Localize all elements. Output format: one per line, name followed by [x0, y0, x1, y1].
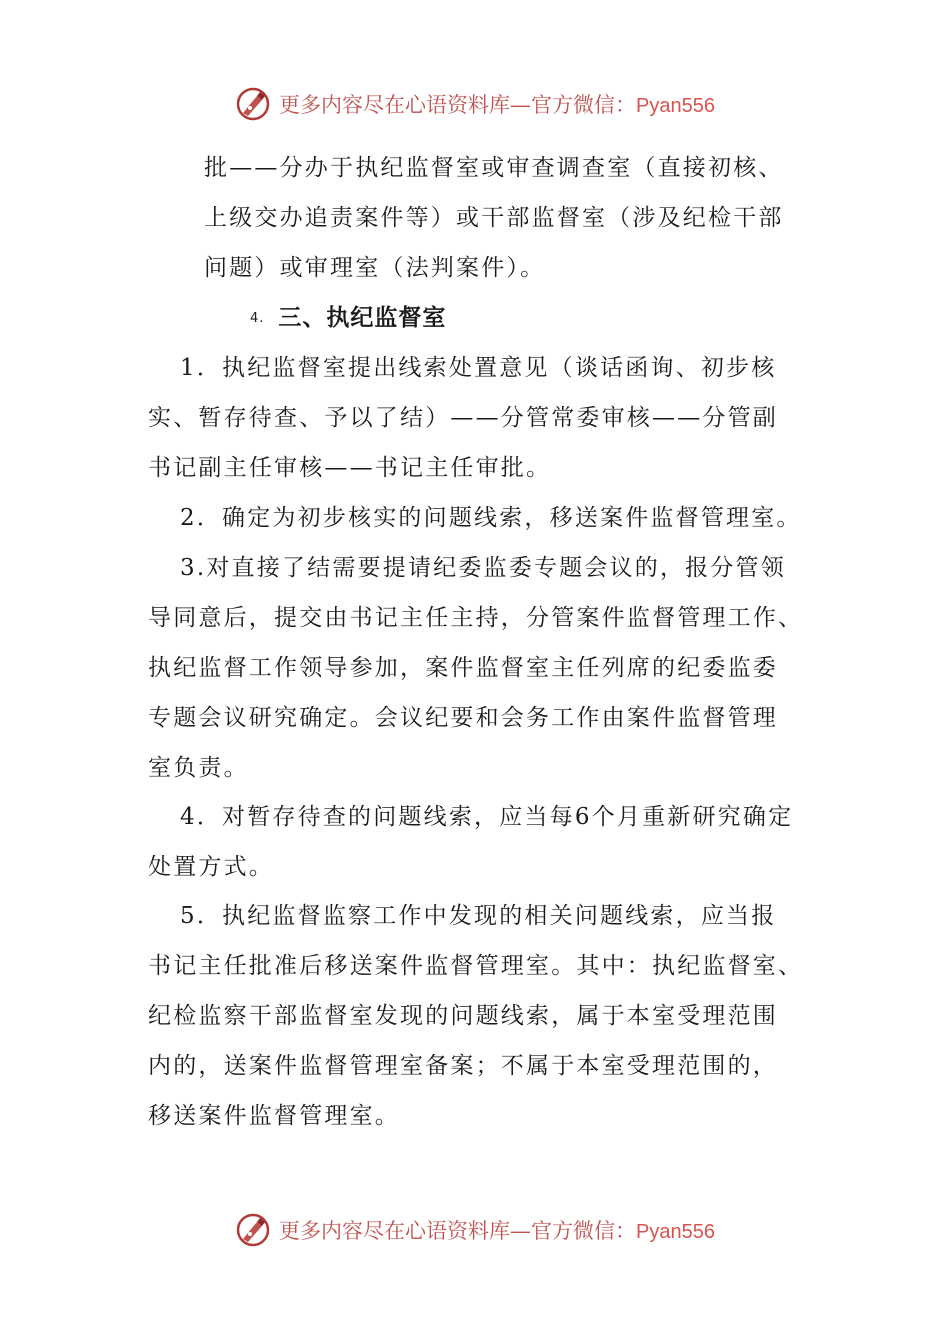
p3-line-3: 执纪监督工作领导参加，案件监督室主任列席的纪委监委 [148, 655, 778, 681]
p3-line-5: 室负责。 [148, 755, 249, 781]
footer-banner [0, 1210, 950, 1250]
banner-text: 更多内容尽在心语资料库—官方微信：Pyan556 [279, 93, 715, 117]
p5-line-5: 移送案件监督管理室。 [148, 1103, 400, 1129]
intro-line-2: 上级交办追责案件等）或干部监督室（涉及纪检干部 [204, 205, 784, 231]
p5-line-3: 纪检监察干部监督室发现的问题线索，属于本室受理范围 [148, 1003, 778, 1029]
section-heading: 4. 三、执纪监督室 [250, 305, 447, 331]
p3-line-1: 3.对直接了结需要提请纪委监委专题会议的，报分管领 [180, 555, 786, 581]
intro-line-1: 批——分办于执纪监督室或审查调查室（直接初核、 [204, 155, 784, 181]
p1-line-2: 实、暂存待查、予以了结）——分管常委审核——分管副 [148, 405, 778, 431]
p5-line-1: 5．执纪监督监察工作中发现的相关问题线索，应当报 [180, 903, 777, 929]
p4-line-1: 4．对暂存待查的问题线索，应当每6个月重新研究确定 [180, 804, 794, 830]
intro-line-3: 问题）或审理室（法判案件）。 [204, 255, 546, 281]
p5-line-4: 内的，送案件监督管理室备案；不属于本室受理范围的， [148, 1053, 778, 1079]
p5-line-2: 书记主任批准后移送案件监督管理室。其中：执纪监督室、 [148, 953, 804, 979]
pen-logo-icon [235, 1212, 271, 1248]
p3-line-4: 专题会议研究确定。会议纪要和会务工作由案件监督管理 [148, 705, 778, 731]
p3-line-2: 导同意后，提交由书记主任主持，分管案件监督管理工作、 [148, 605, 804, 631]
pen-logo-icon [235, 86, 271, 122]
banner-text: 更多内容尽在心语资料库—官方微信：Pyan556 [279, 1219, 715, 1243]
p1-line-1: 1．执纪监督室提出线索处置意见（谈话函询、初步核 [180, 355, 777, 381]
p4-line-2: 处置方式。 [148, 854, 274, 880]
p1-line-3: 书记副主任审核——书记主任审批。 [148, 455, 552, 481]
p2-line-1: 2．确定为初步核实的问题线索，移送案件监督管理室。 [180, 505, 802, 531]
header-banner [0, 84, 950, 124]
